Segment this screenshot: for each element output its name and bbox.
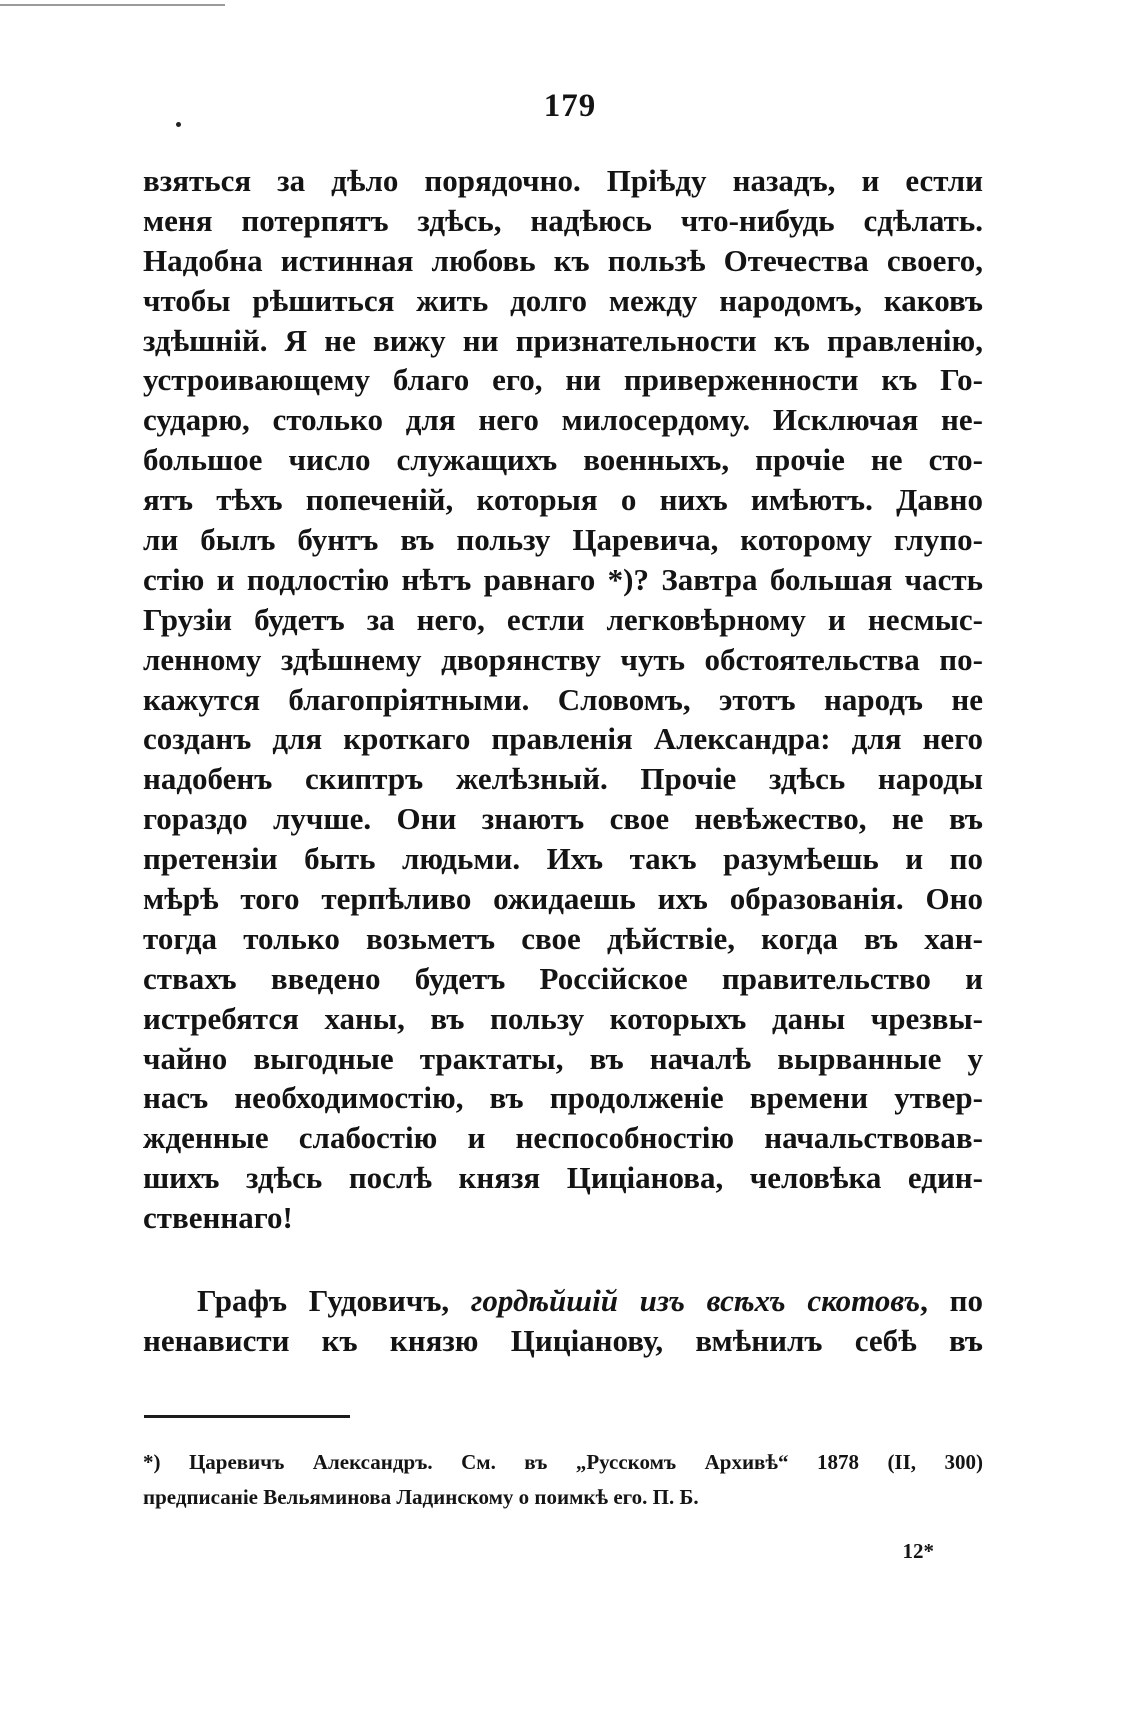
text-line: взяться за дѣло порядочно. Пріѣду назадъ, и естли — [143, 163, 983, 198]
text-line: здѣшній. Я не вижу ни признательности къ правленію, — [143, 322, 983, 358]
text-line: ствахъ введено будетъ Россійское правительство и — [143, 960, 983, 996]
text-line: насъ необходимостію, въ продолженіе времени утвер- — [143, 1080, 983, 1116]
text-line: большое число служащихъ военныхъ, прочіе не сто- — [143, 442, 983, 478]
text-line: истребятся ханы, въ пользу которыхъ даны чрезвы- — [143, 1000, 983, 1036]
text-line: гораздо лучше. Они знаютъ свое невѣжество, не въ — [143, 801, 983, 837]
text-line: тогда только возьметъ свое дѣйствіе, когда въ хан- — [143, 920, 983, 956]
text-line: ненависти къ князю Циціанову, вмѣнилъ себѣ въ — [143, 1322, 983, 1358]
footnote — [143, 1445, 983, 1515]
scan-edge-rule — [0, 4, 225, 6]
paragraph-2 — [143, 1281, 983, 1361]
footnote-rule — [144, 1415, 350, 1418]
text-line: устроивающему благо его, ни приверженности къ Го- — [143, 362, 983, 398]
text-line: претензіи быть людьми. Ихъ такъ разумѣешь и по — [143, 841, 983, 877]
text-line: чтобы рѣшиться жить долго между народомъ, каковъ — [143, 282, 983, 318]
text-line: Грузіи будетъ за него, естли легковѣрному и несмыс- — [143, 601, 983, 637]
footnote-line: *) Царевичъ Александръ. См. въ „Русскомъ Архивѣ“ 1878 (II, 300) — [143, 1450, 983, 1474]
text-run: , по — [920, 1283, 983, 1318]
text-line: кажутся благопріятными. Словомъ, этотъ народъ не — [143, 681, 983, 717]
text-line: Надобна истинная любовь къ пользѣ Отечества своего, — [143, 242, 983, 278]
footnote-line: предписаніе Вельяминова Ладинскому о поимкѣ его. П. Б. — [143, 1485, 699, 1509]
text-line: меня потерпятъ здѣсь, надѣюсь что-нибудь сдѣлать. — [143, 202, 983, 238]
text-line: ственнаго! — [143, 1200, 293, 1236]
text-line: жденные слабостію и неспособностію начальствовав- — [143, 1120, 983, 1156]
text-line: ленному здѣшнему дворянству чуть обстоятельства по- — [143, 641, 983, 677]
text-run: Графъ Гудовичъ, — [197, 1283, 471, 1318]
paragraph-1 — [143, 161, 983, 1238]
text-line — [143, 1281, 983, 1321]
italic-emphasis: гордѣйшій изъ всѣхъ скотовъ — [470, 1283, 921, 1318]
text-line: ли былъ бунтъ въ пользу Царевича, которому глупо- — [143, 522, 983, 558]
printer-signature-mark: 12* — [902, 1539, 934, 1563]
text-line: стію и подлостію нѣтъ равнаго *)? Завтра большая часть — [143, 561, 983, 597]
text-line: чайно выгодные трактаты, въ началѣ вырванные у — [143, 1040, 983, 1076]
text-line: ятъ тѣхъ попеченій, которыя о нихъ имѣютъ. Давно — [143, 482, 983, 518]
text-line: сударю, столько для него милосердому. Исключая не- — [143, 402, 983, 438]
text-line: надобенъ скиптръ желѣзный. Прочіе здѣсь народы — [143, 761, 983, 797]
text-line: мѣрѣ того терпѣливо ожидаешь ихъ образованія. Оно — [143, 881, 983, 917]
text-line: шихъ здѣсь послѣ князя Циціанова, человѣка един- — [143, 1160, 983, 1196]
text-line: созданъ для кроткаго правленія Александра: для него — [143, 721, 983, 757]
page-number: 179 — [543, 88, 597, 124]
